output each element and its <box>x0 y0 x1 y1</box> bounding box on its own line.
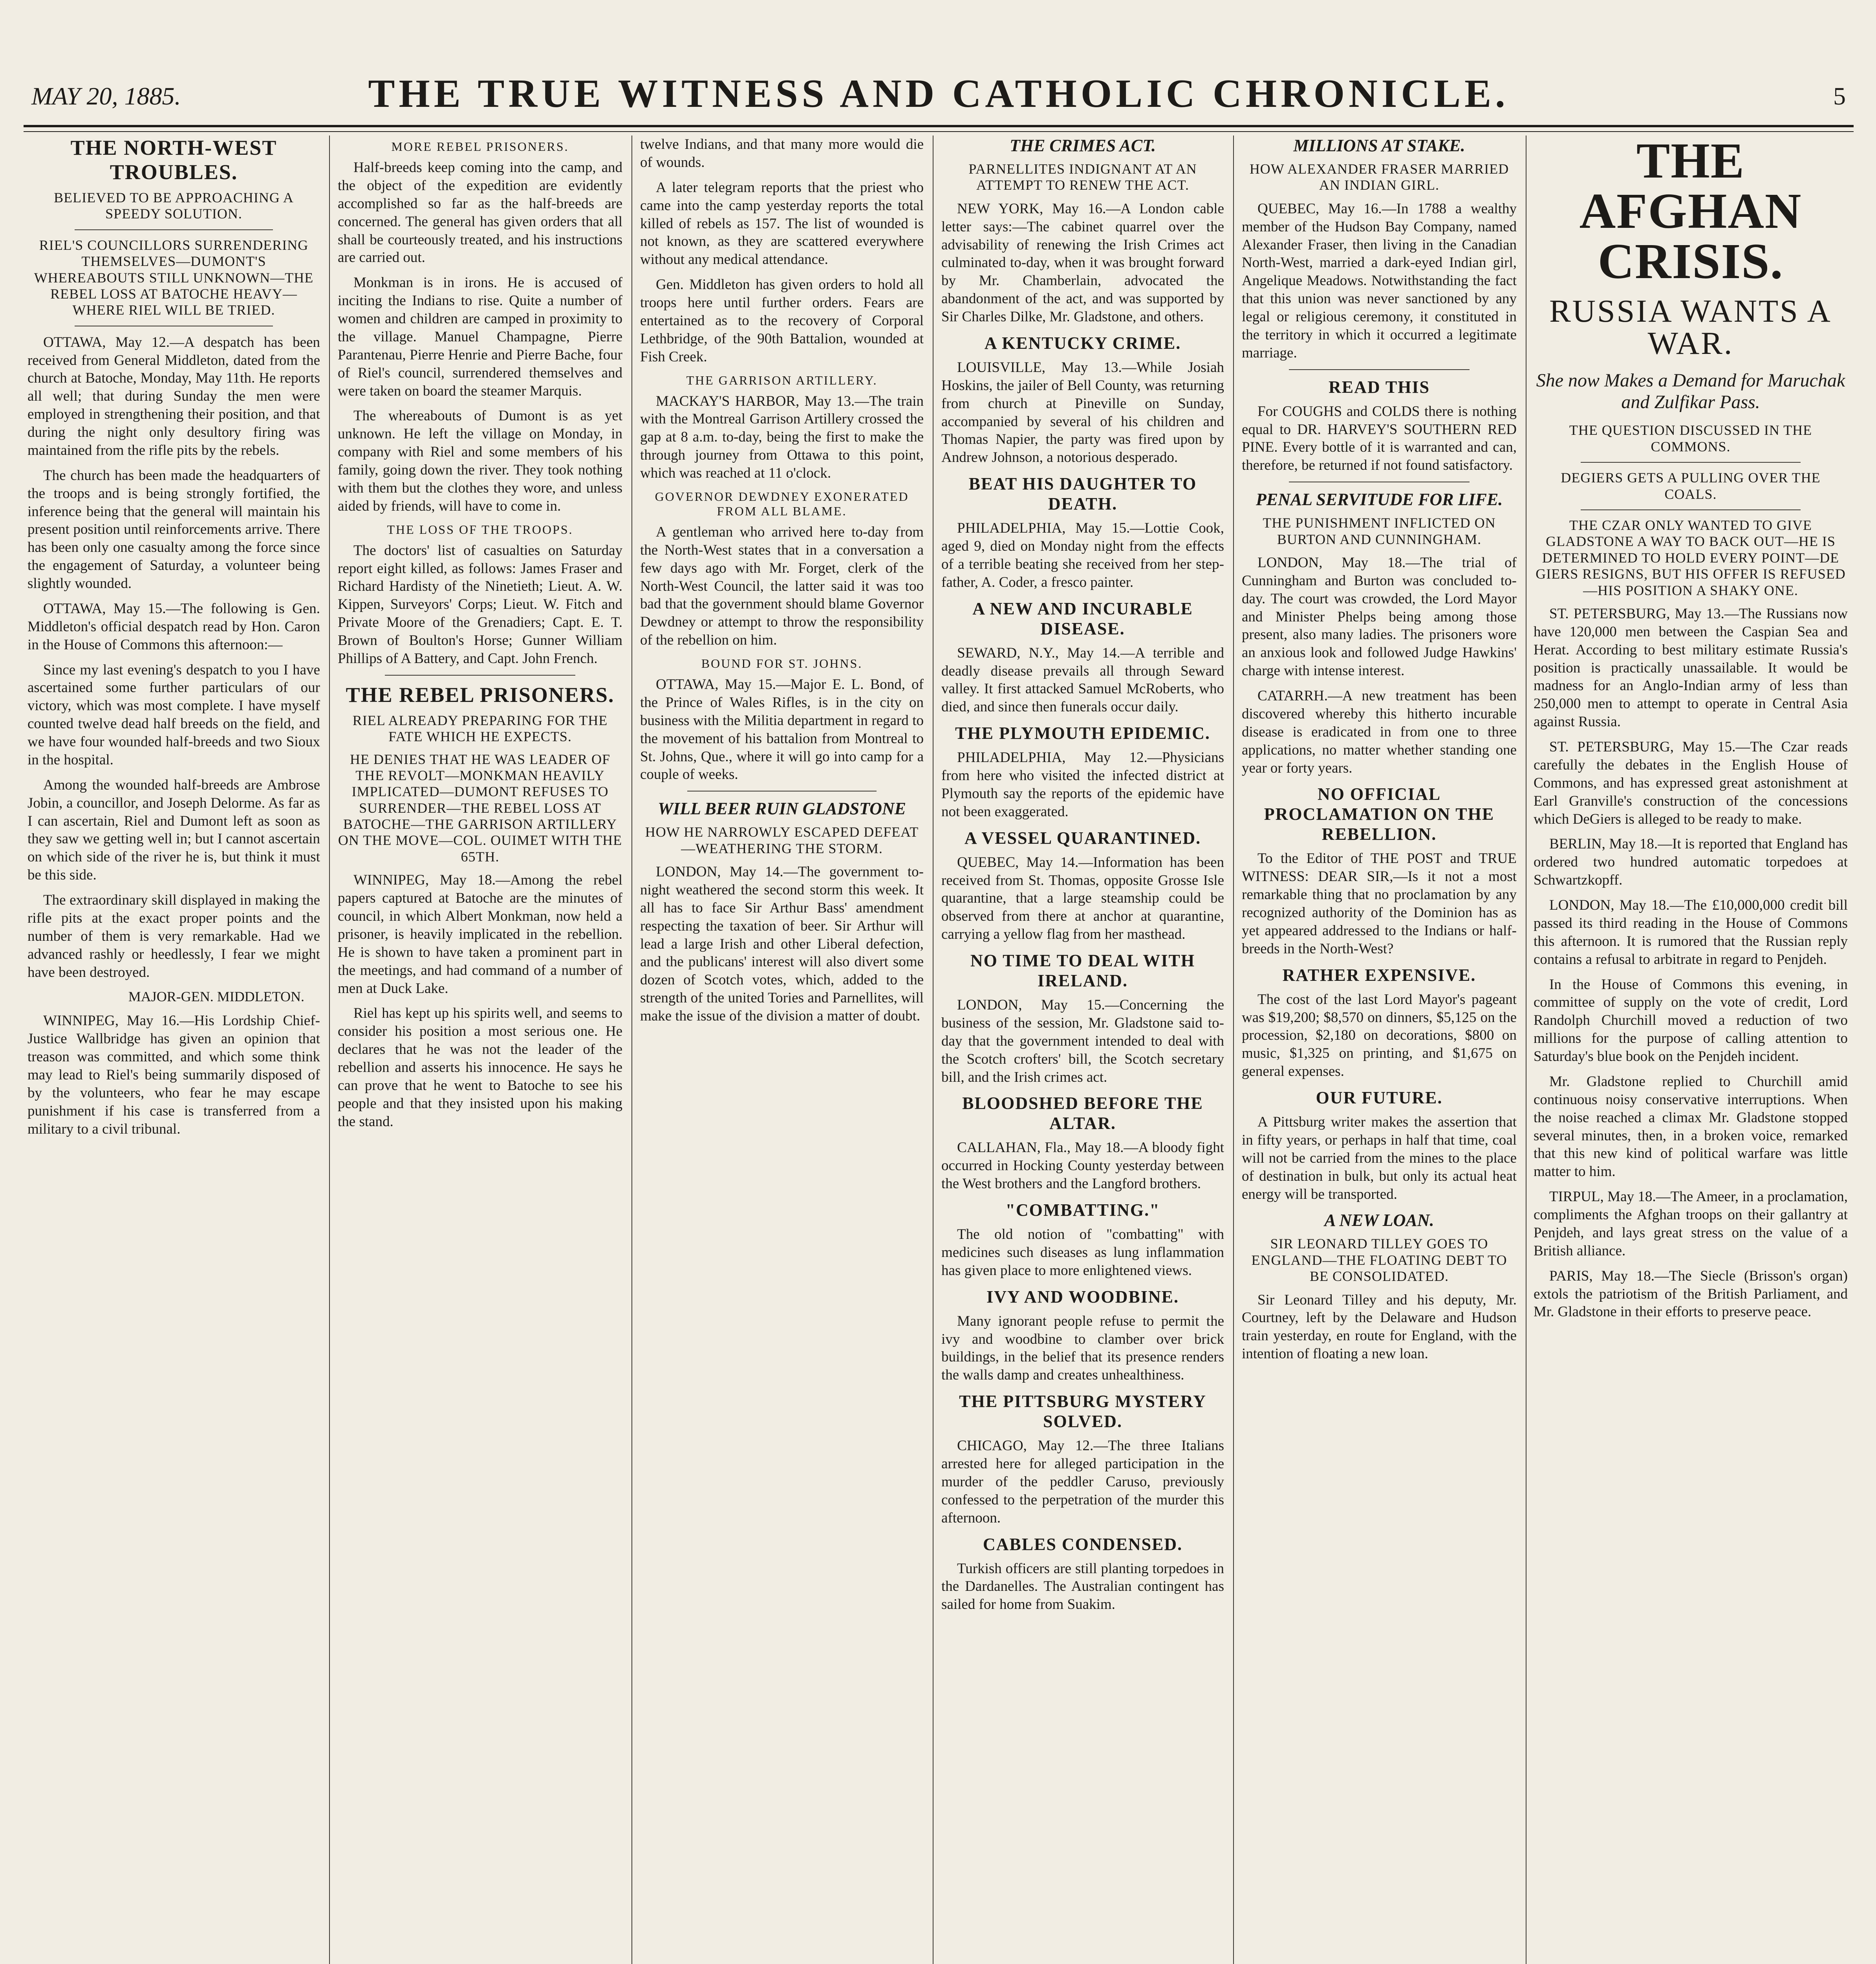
article-headline: NO OFFICIAL PROCLAMATION ON THE REBELLION. <box>1264 784 1495 844</box>
article-paragraph: Turkish officers are still planting torpedoes in the Dardanelles. The Australian contingent has sailed for home from Suakim. <box>941 1560 1224 1613</box>
article-paragraph: PHILADELPHIA, May 15.—Lottie Cook, aged 9, died on Monday night from the effects of a terrible beating she received from her step-father, A. Coder, a fresco painter. <box>941 520 1224 590</box>
article-paragraph: ST. PETERSBURG, May 15.—The Czar reads carefully the debates in the English House of Commons, and has expressed great astonishment at Earl Granville's construction of the concessions which DeGiers is alleged to be ready to make. <box>1534 739 1848 827</box>
column-5 <box>1242 136 1517 1964</box>
article-paragraph: LONDON, May 15.—Concerning the business of the session, Mr. Gladstone said to-day that the government intended to deal with the Scotch crofters' bill, the Scotch secretary bill, and the Irish crimes act. <box>941 997 1224 1085</box>
article-paragraph: Since my last evening's despatch to you I have ascertained some further particulars of our victory, which was most complete. I have myself counted twelve dead half breeds on the field, and we have four wounded half-breeds and two Sioux in the hospital. <box>27 661 320 768</box>
article-paragraph: OTTAWA, May 15.—The following is Gen. Middleton's official despatch read by Hon. Caron in the House of Commons this afternoon:— <box>27 600 320 653</box>
article-paragraph: PHILADELPHIA, May 12.—Physicians from here who visited the infected district at Plymouth say the reports of the epidemic have not been exaggerated. <box>941 749 1224 820</box>
article-paragraph: MACKAY'S HARBOR, May 13.—The train with the Montreal Garrison Artillery crossed the gap at 8 a.m. to-day, being the first to make the through journey from Ottawa to this point, which was reached at 11 o'clock. <box>640 393 924 481</box>
article-headline-crimes-act: THE CRIMES ACT. <box>1009 136 1156 155</box>
divider <box>1581 509 1801 510</box>
advertisement-text: For COUGHS and COLDS there is nothing equal to DR. HARVEY'S SOUTHERN RED PINE. Every bottle of it is warranted and can, therefore, be returned if not found satisfactory. <box>1242 403 1517 474</box>
article-paragraph: Mr. Gladstone replied to Churchill amid continuous noisy conservative interruptions. When the noise reached a climax Mr. Gladstone stopped several minutes, then, in a broken voice, remarked that this new kind of political warfare was little matter to him. <box>1534 1073 1848 1180</box>
article-paragraph: WINNIPEG, May 18.—Among the rebel papers captured at Batoche are the minutes of council, in which Albert Monkman, now held a prisoner, is heavily implicated in the rebellion. He is shown to have taken a prominent part in the meetings, and had command of a number of men at Duck Lake. <box>338 872 622 997</box>
article-paragraph: Gen. Middleton has given orders to hold all troops here until further orders. Fears are entertained as to the recovery of Corporal Lethbridge, of the 90th Battalion, wounded at Fish Creek. <box>640 277 924 365</box>
article-paragraph: CHICAGO, May 12.—The three Italians arrested here for alleged participation in the murder of the peddler Caruso, previously confessed to the perpetration of the murder this afternoon. <box>941 1438 1224 1526</box>
section-heading: GOVERNOR DEWDNEY EXONERATED FROM ALL BLAME. <box>655 489 909 518</box>
column-4 <box>941 136 1224 1964</box>
article-paragraph: The extraordinary skill displayed in making the rifle pits at the exact proper points and the number of them is very remarkable. Had we advanced rashly or heedlessly, I fear we might have been destroyed. <box>27 892 320 980</box>
article-headline: BLOODSHED BEFORE THE ALTAR. <box>962 1094 1203 1133</box>
article-headline-afghan-crisis: THE AFGHAN CRISIS. <box>1579 136 1802 289</box>
article-headline: CABLES CONDENSED. <box>983 1534 1183 1554</box>
article-headline: RATHER EXPENSIVE. <box>1282 965 1476 985</box>
article-paragraph: OTTAWA, May 12.—A despatch has been received from General Middleton, dated from the church at Batoche, Monday, May 11th. He reports all well; that during Sunday the men were employed in strengthening their position, and that during the night only desultory firing was maintained from the rifle pits by the rebels. <box>27 334 320 458</box>
article-subheadline: THE PUNISHMENT INFLICTED ON BURTON AND CUNNINGHAM. <box>1263 515 1496 547</box>
article-subheadline: HOW ALEXANDER FRASER MARRIED AN INDIAN GIRL. <box>1249 161 1509 193</box>
article-paragraph: LONDON, May 18.—The £10,000,000 credit bill passed its third reading in the House of Commons this afternoon. It is rumored that the Russian reply contains a refusal to arbitrate in regard to Penjdeh. <box>1534 897 1848 967</box>
section-heading: MORE REBEL PRISONERS. <box>391 139 569 154</box>
article-paragraph: ST. PETERSBURG, May 13.—The Russians now have 120,000 men between the Caspian Sea and Herat. According to best military estimate Russia's position is practically unassailable. It would be madness for an Anglo-Indian army of less than 250,000 men to attempt to operate in Central Asia against Russia. <box>1534 605 1848 730</box>
article-headline: THE PITTSBURG MYSTERY SOLVED. <box>959 1392 1206 1431</box>
signature: MAJOR-GEN. MIDDLETON. <box>128 989 304 1005</box>
column-2 <box>338 136 622 1964</box>
article-subheadline: BELIEVED TO BE APPROACHING A SPEEDY SOLUTION. <box>54 190 294 222</box>
article-paragraph: LONDON, May 14.—The government to-night weathered the second storm this week. It all has to face Sir Arthur Bass' amendment respecting the taxation of beer. Sir Arthur will lead a large Irish and other Liberal defection, and the publicans' interest will also divert some dozen of Scotch votes, which, added to the strength of the united Tories and Parnellites, will make the issue of the division a matter of doubt. <box>640 864 924 1024</box>
article-paragraph: A gentleman who arrived here to-day from the North-West states that in a conversation a few days ago with Mr. Forget, clerk of the North-West Council, the latter said it was too bad that the government should blame Governor Dewdney or attempt to throw the responsibility of the rebellion on him. <box>640 524 924 649</box>
divider <box>75 229 273 230</box>
article-subheadline: SIR LEONARD TILLEY GOES TO ENGLAND—THE FLOATING DEBT TO BE CONSOLIDATED. <box>1251 1236 1507 1284</box>
divider <box>385 675 575 676</box>
article-headline-penal: PENAL SERVITUDE FOR LIFE. <box>1256 490 1503 509</box>
article-paragraph: The old notion of "combatting" with medicines such diseases as lung inflammation has given place to more enlightened views. <box>941 1226 1224 1279</box>
article-summary: THE QUESTION DISCUSSED IN THE COMMONS. <box>1569 422 1812 454</box>
article-paragraph: NEW YORK, May 16.—A London cable letter says:—The cabinet quarrel over the advisability of renewing the Irish Crimes act culminated to-day, when it was brought forward by Mr. Chamberlain, advocated the abandonment of the act, and was supported by Sir Charles Dilke, Mr. Gladstone, and others. <box>941 200 1224 325</box>
newspaper-title: THE TRUE WITNESS AND CATHOLIC CHRONICLE. <box>368 71 1509 116</box>
article-paragraph: PARIS, May 18.—The Siecle (Brisson's organ) extols the patriotism of the British Parliament, and Mr. Gladstone in their efforts to preserve peace. <box>1534 1268 1848 1320</box>
article-paragraph: The whereabouts of Dumont is as yet unknown. He left the village on Monday, in company with Riel and some members of his family, going down the river. They took nothing with them but the clothes they wore, and unless aided by friends, will have to come in. <box>338 408 622 514</box>
article-headline-millions: MILLIONS AT STAKE. <box>1293 136 1465 155</box>
article-paragraph: QUEBEC, May 14.—Information has been received from St. Thomas, opposite Grosse Isle quarantine, that a large steamship could be observed from there at anchor at quarantine, carrying a yellow flag from her masthead. <box>941 854 1224 943</box>
masthead <box>24 59 1854 122</box>
article-headline: IVY AND WOODBINE. <box>987 1287 1179 1306</box>
article-headline: OUR FUTURE. <box>1316 1088 1443 1108</box>
article-headline-new-loan: A NEW LOAN. <box>1324 1211 1434 1230</box>
article-paragraph: WINNIPEG, May 16.—His Lordship Chief-Justice Wallbridge has given an opinion that treason was committed, and which some think may lead to Riel's being summarily disposed of by the volunteers, who fear he may escape punishment if his case is transferred from a military to a civil tribunal. <box>27 1013 320 1137</box>
article-summary: DEGIERS GETS A PULLING OVER THE COALS. <box>1561 470 1821 502</box>
article-headline-north-west: THE NORTH-WEST TROUBLES. <box>70 136 277 184</box>
column-6 <box>1534 136 1848 1964</box>
masthead-rule <box>24 125 1854 132</box>
article-paragraph: The doctors' list of casualties on Saturday report eight killed, as follows: James Fraser and Richard Hardisty of the Ninetieth; Lieut. A. W. Kippen, Surveyors' Corps; Lieut. W. Fitch and Private Moore of the Grenadiers; Capt. E. T. Brown of Boulton's Horse; Gunner William Phillips of A Battery, and Capt. John French. <box>338 542 622 667</box>
article-paragraph: BERLIN, May 18.—It is reported that England has ordered two hundred automatic torpedoes at Schwartzkopff. <box>1534 836 1848 889</box>
article-headline: THE PLYMOUTH EPIDEMIC. <box>955 724 1210 743</box>
article-paragraph: Monkman is in irons. He is accused of inciting the Indians to rise. Quite a number of women and children are camped in proximity to the village. Manuel Champagne, Pierre Parantenau, Pierre Henrie and Pierre Bache, four of Riel's council, surrendered themselves and were taken on board the steamer Marquis. <box>338 275 622 399</box>
article-paragraph: Among the wounded half-breeds are Ambrose Jobin, a councillor, and Joseph Delorme. As far as I can ascertain, Riel and Dumont left as soon as they saw we getting well in; but I cannot ascertain on which side of the river he is, but think it must be this side. <box>27 777 320 883</box>
article-headline: "COMBATTING." <box>1005 1200 1160 1220</box>
article-subheadline: PARNELLITES INDIGNANT AT AN ATTEMPT TO RENEW THE ACT. <box>968 161 1197 193</box>
article-summary: THE CZAR ONLY WANTED TO GIVE GLADSTONE A WAY TO BACK OUT—HE IS DETERMINED TO HOLD EVERY POINT—DE GIERS RESIGNS, BUT HIS OFFER IS REFUSED—HIS POSITION A SHAKY ONE. <box>1536 517 1846 598</box>
article-paragraph: The cost of the last Lord Mayor's pageant was $19,200; $8,570 on dinners, $5,125 on the procession, $2,180 on decorations, $800 on music, $1,325 on printing, and $1,675 on general expenses. <box>1242 991 1517 1080</box>
divider <box>1581 462 1801 463</box>
article-headline: A VESSEL QUARANTINED. <box>964 828 1201 848</box>
page-number: 5 <box>1833 82 1846 110</box>
article-headline: A KENTUCKY CRIME. <box>984 333 1181 353</box>
column-divider <box>1233 136 1234 1964</box>
article-paragraph: CALLAHAN, Fla., May 18.—A bloody fight occurred in Hocking County yesterday between the West brothers and the Langford brothers. <box>941 1140 1224 1192</box>
article-subheadline: RUSSIA WANTS A WAR. <box>1549 293 1832 361</box>
column-divider <box>631 136 632 1964</box>
article-paragraph: A later telegram reports that the priest who came into the camp yesterday reports the total killed of rebels as 157. The list of wounded is not known, as they are scattered everywhere without any medical attendance. <box>640 179 924 268</box>
article-paragraph: Half-breeds keep coming into the camp, and the object of the expedition are evidently accomplished so far as the half-breeds are concerned. The general has given orders that all shall be courteously treated, and his instructions are carried out. <box>338 159 622 266</box>
article-paragraph: LOUISVILLE, May 13.—While Josiah Hoskins, the jailer of Bell County, was returning from church at Pineville on Sunday, accompanied by several of his children and Thomas Napier, the party was fired upon by Andrew Johnson, a notorious desperado. <box>941 359 1224 466</box>
article-subheadline: RIEL ALREADY PREPARING FOR THE FATE WHICH HE EXPECTS. <box>352 712 608 745</box>
article-headline-gladstone: WILL BEER RUIN GLADSTONE <box>657 799 906 819</box>
article-paragraph: QUEBEC, May 16.—In 1788 a wealthy member of the Hudson Bay Company, named Alexander Fraser, then living in the Canadian North-West, married a dark-eyed Indian girl, Angelique Meadows. Notwithstanding the fact that this union was never sanctioned by any legal or religious ceremony, it constituted in the territory in which it occurred a legitimate marriage. <box>1242 200 1517 361</box>
section-heading: THE GARRISON ARTILLERY. <box>686 373 878 387</box>
article-paragraph: LONDON, May 18.—The trial of Cunningham and Burton was concluded to-day. The court was crowded, the Lord Mayor and Minister Phelps being among those present, also many ladies. The prisoners wore an anxious look and followed Judge Hawkins' charge with intense interest. <box>1242 554 1517 679</box>
article-paragraph: In the House of Commons this evening, in committee of supply on the vote of credit, Lord Randolph Churchill moved a reduction of two millions for the purpose of calling attention to Saturday's blue book on the Penjdeh incident. <box>1534 976 1848 1065</box>
article-headline-rebel-prisoners: THE REBEL PRISONERS. <box>346 683 615 707</box>
article-paragraph: Riel has kept up his spirits well, and seems to consider his position a most serious one. He declares that he was not the leader of the rebellion and asserts his innocence. He says he can prove that he went to Batoche to see his people and that they insisted upon his making the stand. <box>338 1005 622 1130</box>
divider <box>1289 369 1470 370</box>
column-3 <box>640 136 924 1964</box>
column-1 <box>27 136 320 1964</box>
article-paragraph: SEWARD, N.Y., May 14.—A terrible and deadly disease prevails all through Seward valley. It first attacked Samuel McRoberts, who died, and since then funerals occur daily. <box>941 645 1224 715</box>
article-paragraph: OTTAWA, May 15.—Major E. L. Bond, of the Prince of Wales Rifles, is in the city on business with the Militia department in regard to the movement of his battalion from Montreal to St. Johns, Que., where it will go into camp for a couple of weeks. <box>640 676 924 783</box>
article-summary: RIEL'S COUNCILLORS SURRENDERING THEMSELVES—DUMONT'S WHEREABOUTS STILL UNKNOWN—THE REBEL LOSS AT BATOCHE HEAVY—WHERE RIEL WILL BE TRIED. <box>34 237 314 318</box>
article-headline: A NEW AND INCURABLE DISEASE. <box>972 599 1193 638</box>
article-paragraph: Sir Leonard Tilley and his deputy, Mr. Courtney, left by the Delaware and Hudson train yesterday, en route for England, with the intention of floating a new loan. <box>1242 1292 1517 1362</box>
advertisement-text: CATARRH.—A new treatment has been discovered whereby this hitherto incurable disease is eradicated in from one to three applications, no matter whether standing one year or forty years. <box>1242 688 1517 776</box>
section-heading: BOUND FOR ST. JOHNS. <box>701 656 863 671</box>
advertisement-heading: READ THIS <box>1328 377 1430 397</box>
article-headline: NO TIME TO DEAL WITH IRELAND. <box>970 951 1195 991</box>
issue-date: MAY 20, 1885. <box>31 82 181 110</box>
article-subheadline: HOW HE NARROWLY ESCAPED DEFEAT—WEATHERING THE STORM. <box>645 824 919 856</box>
article-deck: She now Makes a Demand for Maruchak and Zulfikar Pass. <box>1536 370 1845 413</box>
article-paragraph: twelve Indians, and that many more would die of wounds. <box>640 136 924 170</box>
article-paragraph: A Pittsburg writer makes the assertion that in fifty years, or perhaps in half that time, coal will not be carried from the mines to the place of destination in bulk, but only its actual heat energy will be transported. <box>1242 1114 1517 1202</box>
article-paragraph: Many ignorant people refuse to permit the ivy and woodbine to clamber over brick buildings, in the belief that its presence renders the walls damp and creates unhealthiness. <box>941 1313 1224 1383</box>
article-paragraph: To the Editor of THE POST and TRUE WITNESS: DEAR SIR,—Is it not a most remarkable thing that no proclamation by any recognized authority of the Dominion has as yet appeared addressed to the Indians or half-breeds in the North-West? <box>1242 850 1517 957</box>
column-divider <box>329 136 330 1964</box>
section-heading: THE LOSS OF THE TROOPS. <box>387 522 573 537</box>
article-paragraph: The church has been made the headquarters of the troops and is being strongly fortified, the inference being that the general will maintain his present position until reinforcements arrive. There has been only one casualty among the force since the engagement of Saturday, a volunteer being slightly wounded. <box>27 467 320 592</box>
article-summary: HE DENIES THAT HE WAS LEADER OF THE REVOLT—MONKMAN HEAVILY IMPLICATED—DUMONT REFUSES TO SURRENDER—THE REBEL LOSS AT BATOCHE—THE GARRISON ARTILLERY ON THE MOVE—COL. OUIMET WITH THE 65TH. <box>338 751 622 865</box>
article-paragraph: TIRPUL, May 18.—The Ameer, in a proclamation, compliments the Afghan troops on their gallantry at Penjdeh, and lays great stress on the value of a British alliance. <box>1534 1189 1848 1259</box>
article-headline: BEAT HIS DAUGHTER TO DEATH. <box>968 474 1197 514</box>
